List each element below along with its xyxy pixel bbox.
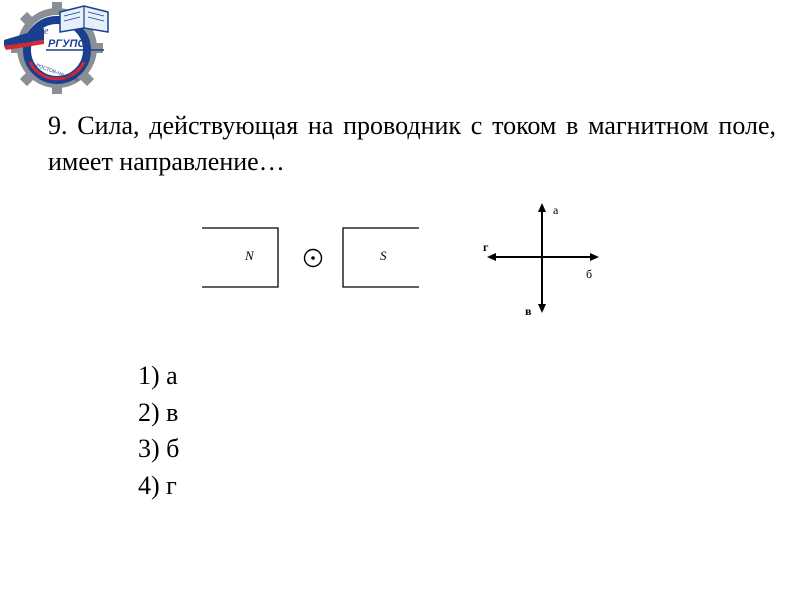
question-number: 9.: [48, 111, 68, 140]
answer-number: 1): [138, 361, 160, 390]
book-icon: [60, 6, 108, 32]
arrow-label-b: б: [586, 267, 593, 281]
answer-label: б: [166, 434, 180, 463]
arrow-up-head: [538, 203, 546, 212]
magnet-north: [202, 228, 278, 287]
answer-number: 3): [138, 434, 160, 463]
arrow-left-head: [487, 253, 496, 261]
question-text: [48, 108, 776, 180]
answer-option-4[interactable]: [138, 468, 179, 505]
logo-text: РГУПС: [48, 38, 86, 50]
arrow-right-head: [590, 253, 599, 261]
answer-option-2[interactable]: [138, 395, 179, 432]
current-out-icon: [305, 250, 322, 267]
arrow-label-g: г: [483, 240, 489, 254]
answer-option-3[interactable]: [138, 431, 179, 468]
magnet-north-label: N: [245, 248, 254, 263]
answer-label: г: [166, 470, 177, 500]
logo-ring-text: РОСТОВ-НА-ДОНУ: [35, 62, 80, 84]
arrow-label-v: в: [525, 304, 532, 318]
question-body: Сила, действующая на проводник с током в магнитном поле, имеет направление…: [48, 111, 777, 176]
force-diagram: [195, 195, 615, 325]
arrow-down-head: [538, 304, 546, 313]
university-logo: [0, 0, 112, 100]
svg-text:e: e: [44, 26, 49, 37]
answer-options: [138, 358, 179, 504]
answer-number: 4): [138, 470, 160, 500]
answer-option-1[interactable]: [138, 358, 179, 395]
answer-label: в: [166, 397, 179, 427]
direction-axes: [493, 209, 593, 307]
answer-number: 2): [138, 397, 160, 427]
answer-label: а: [166, 361, 178, 390]
arrow-label-a: а: [553, 203, 559, 217]
magnet-south-label: S: [380, 248, 387, 263]
